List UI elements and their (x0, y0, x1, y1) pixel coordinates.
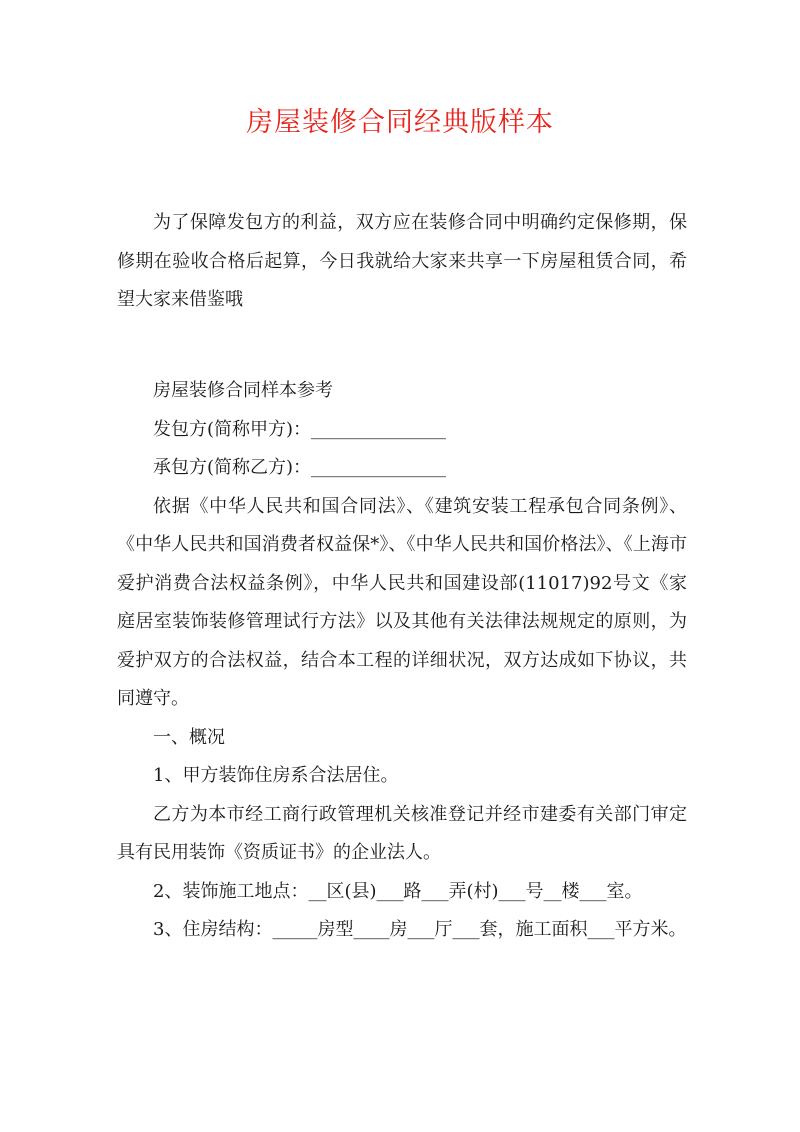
legal-basis-paragraph: 依据《中华人民共和国合同法》、《建筑安装工程承包合同条例》、《中华人民共和国消费者权益保*》、《中华人民共和国价格法》、《上海市爱护消费合法权益条例》，中华人民共和国建设部(11017)92号文《家庭居室装饰装修管理试行方法》以及其他有关法律法规规定的原则，为爱护双方的合法权益，结合本工程的详细状况，双方达成如下协议，共同遵守。 (117, 495, 687, 709)
contract-body (117, 372, 687, 950)
document-title: 房屋装修合同经典版样本 (246, 107, 554, 138)
intro-block (117, 204, 687, 320)
clause-2-location: 2、装饰施工地点：__区(县)___路___弄(村)___号__楼___室。 (153, 880, 643, 902)
intro-paragraph: 为了保障发包方的利益，双方应在装修合同中明确约定保修期，保修期在验收合格后起算，今日我就给大家来共享一下房屋租赁合同，希望大家来借鉴哦 (117, 212, 687, 310)
clause-1: 1、甲方装饰住房系合法居住。 (153, 765, 399, 786)
party-a-line: 发包方(简称甲方)：_______________ (153, 418, 447, 440)
clause-1-contractor: 乙方为本市经工商行政管理机关核准登记并经市建委有关部门审定具有民用装饰《资质证书》的企业法人。 (117, 803, 687, 863)
party-b-line: 承包方(简称乙方)：_______________ (153, 457, 447, 478)
clause-3-structure: 3、住房结构：_____房型____房___厅___套，施工面积___平方米。 (153, 919, 687, 940)
chapter-heading-overview: 一、概况 (153, 726, 225, 748)
section-heading: 房屋装修合同样本参考 (153, 380, 333, 401)
